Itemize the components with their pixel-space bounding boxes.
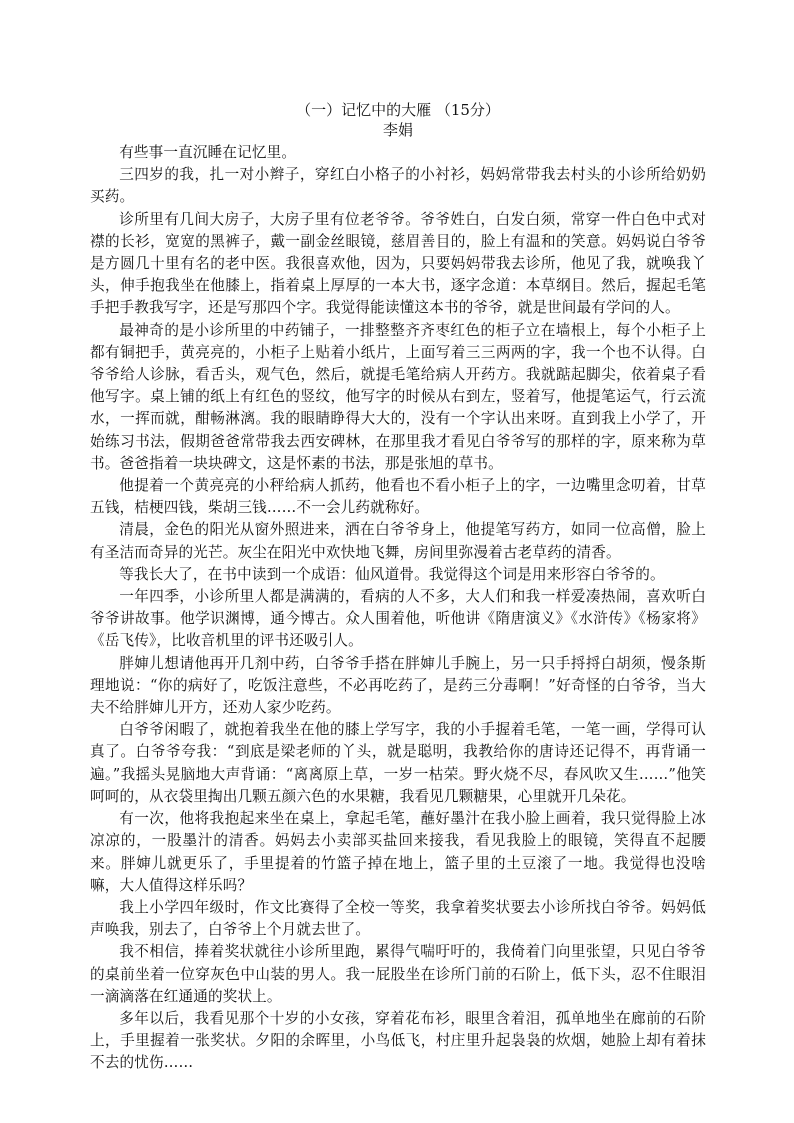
article-author: 李娟	[382, 121, 413, 139]
article-body	[90, 142, 706, 1075]
paragraph: 最神奇的是小诊所里的中药铺子，一排整整齐齐枣红色的柜子立在墙根上，每个小柜子上都有铜把手，黄亮亮的，小柜子上贴着小纸片，上面写着三三两两的字，我一个也不认得。白爷爷给人诊脉，看舌头，观气色，然后，就提毛笔给病人开药方。我就踮起脚尖，依着桌子看他写字。桌上铺的纸上有红色的竖纹，他写字的时候从右到左，竖着写，他提笔运气，行云流水，一挥而就，酣畅淋漓。我的眼睛睁得大大的，没有一个字认出来呀。直到我上小学了，开始练习书法，假期爸爸常带我去西安碑林，在那里我才看见白爷爷写的那样的字，原来称为草书。爸爸指着一块块碑文，这是怀素的书法，那是张旭的草书。	[90, 321, 706, 472]
paragraph: 有些事一直沉睡在记忆里。	[119, 144, 297, 161]
paragraph: 诊所里有几间大房子，大房子里有位老爷爷。爷爷姓白，白发白须，常穿一件白色中式对襟的长衫，宽宽的黑裤子，戴一副金丝眼镜，慈眉善目的，脸上有温和的笑意。妈妈说白爷爷是方圆几十里有名的老中医。我很喜欢他，因为，只要妈妈带我去诊所，他见了我，就唤我丫头，伸手抱我坐在他膝上，指着桌上厚厚的一本大书，逐字念道：本草纲目。然后，握起毛笔手把手教我写字，还是写那四个字。我觉得能读懂这本书的爷爷，就是世间最有学问的人。	[90, 210, 706, 317]
paragraph: 白爷爷闲暇了，就抱着我坐在他的膝上学写字，我的小手握着毛笔，一笔一画，学得可认真了。白爷爷夸我：“到底是梁老师的丫头，就是聪明，我教给你的唐诗还记得不，再背诵一遍。”我摇头晃脑地大声背诵：“离离原上草，一岁一枯荣。野火烧不尽，春风吹又生……”他笑呵呵的，从衣袋里掏出几颗五颜六色的水果糖，我看见几颗糖果，心里就开几朵花。	[90, 721, 706, 805]
paragraph: 有一次，他将我抱起来坐在桌上，拿起毛笔，蘸好墨汁在我小脸上画着，我只觉得脸上冰凉凉的，一股墨汁的清香。妈妈去小卖部买盐回来接我，看见我脸上的眼镜，笑得直不起腰来。胖婶儿就更乐了，手里提着的竹篮子掉在地上，篮子里的土豆滚了一地。我觉得也没啥嘛，大人值得这样乐吗？	[90, 810, 706, 894]
paragraph: 一年四季，小诊所里人都是满满的，看病的人不多，大人们和我一样爱凑热闹，喜欢听白爷爷讲故事。他学识渊博，通今博古。众人围着他，听他讲《隋唐演义》《水浒传》《杨家将》《岳飞传》，比收音机里的评书还吸引人。	[90, 588, 706, 650]
article-title: （一）记忆中的大雁 （15分）	[296, 101, 500, 119]
paragraph: 多年以后，我看见那个十岁的小女孩，穿着花布衫，眼里含着泪，孤单地坐在廊前的石阶上，手里握着一张奖状。夕阳的余晖里，小鸟低飞，村庄里升起袅袅的炊烟，她脸上却有着抹不去的忧伤……	[90, 1009, 706, 1072]
paragraph: 清晨，金色的阳光从窗外照进来，洒在白爷爷身上，他提笔写药方，如同一位高僧，脸上有圣洁而奇异的光芒。灰尘在阳光中欢快地飞舞，房间里弥漫着古老草药的清香。	[90, 521, 706, 561]
paragraph: 我上小学四年级时，作文比赛得了全校一等奖，我拿着奖状要去小诊所找白爷爷。妈妈低声唤我，别去了，白爷爷上个月就去世了。	[90, 898, 706, 939]
paragraph: 等我长大了，在书中读到一个成语：仙风道骨。我觉得这个词是用来形容白爷爷的。	[119, 565, 665, 583]
paragraph: 三四岁的我，扎一对小辫子，穿红白小格子的小衬衫，妈妈常带我去村头的小诊所给奶奶买药。	[90, 166, 706, 206]
paragraph: 我不相信，捧着奖状就往小诊所里跑，累得气喘吁吁的，我倚着门向里张望，只见白爷爷的桌前坐着一位穿灰色中山装的男人。我一屁股坐在诊所门前的石阶上，低下头，忍不住眼泪一滴滴落在红通通的奖状上。	[90, 943, 706, 1005]
paragraph: 胖婶儿想请他再开几剂中药，白爷爷手搭在胖婶儿手腕上，另一只手捋捋白胡须，慢条斯理地说：“你的病好了，吃饭注意些，不必再吃药了，是药三分毒啊！”好奇怪的白爷爷，当大夫不给胖婶儿开方，还劝人家少吃药。	[90, 654, 706, 717]
paragraph: 他提着一个黄亮亮的小秤给病人抓药，他看也不看小柜子上的字，一边嘴里念叨着，甘草五钱，桔梗四钱，柴胡三钱……不一会儿药就称好。	[90, 477, 706, 517]
